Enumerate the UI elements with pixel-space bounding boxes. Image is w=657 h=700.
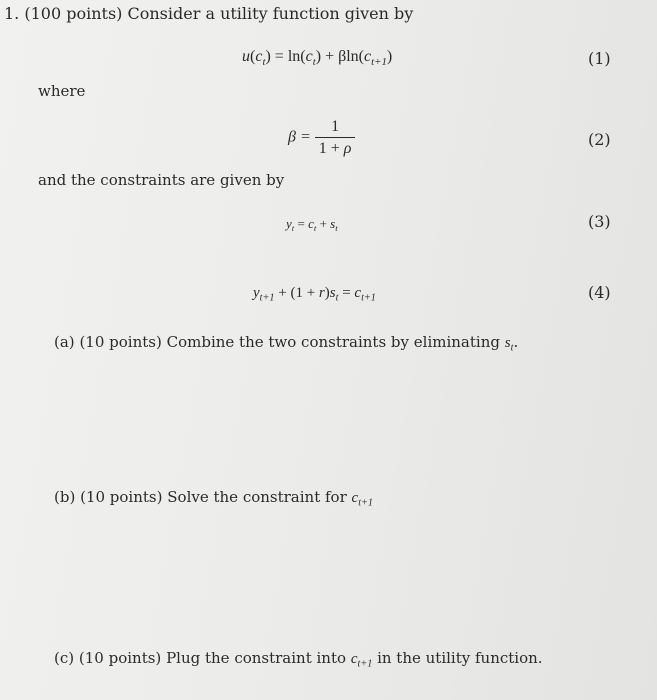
equation-1: $u(c_t) = \ln(c_t) + \beta\ln(c_{t+1})$ xyxy=(242,48,393,68)
part-a-text: Combine the two constraints by eliminating xyxy=(166,333,500,351)
part-a: (a) (10 points) Combine the two constraints by eliminating $s_t$. xyxy=(54,333,519,354)
part-c-text-after: in the utility function. xyxy=(377,649,543,667)
part-c-points: (10 points) xyxy=(78,649,162,667)
part-a-points: (10 points) xyxy=(79,333,162,351)
part-b-text: Solve the constraint for xyxy=(167,488,347,506)
part-c-label: (c) xyxy=(54,649,75,667)
part-b-label: (b) xyxy=(54,488,76,506)
problem-heading xyxy=(4,4,413,23)
part-b-points: (10 points) xyxy=(80,488,163,506)
part-a-variable: $s_t$ xyxy=(504,335,514,354)
part-b-variable: $c_{t+1}$ xyxy=(351,490,374,509)
part-b xyxy=(54,488,373,507)
equation-3-number: (3) xyxy=(588,212,611,231)
part-c-variable: $c_{t+1}$ xyxy=(350,651,373,670)
equation-3: $y_t = c_t + s_t$ xyxy=(286,216,338,234)
constraints-intro-text: and the constraints are given by xyxy=(38,171,285,189)
equation-2-number: (2) xyxy=(588,130,611,149)
equation-4-number: (4) xyxy=(588,283,611,302)
problem-intro: (100 points) Consider a utility function given by xyxy=(24,4,414,23)
part-a-label: (a) xyxy=(54,333,75,351)
problem-number: 1. xyxy=(4,4,20,23)
part-c xyxy=(54,649,543,668)
part-c-text-before: Plug the constraint into xyxy=(166,649,347,667)
fraction: $\frac{1}{1 + \rho}$ xyxy=(315,118,356,158)
where-text: where xyxy=(38,82,86,100)
equation-1-number: (1) xyxy=(588,49,611,68)
equation-4: $y_{t+1} + (1 + r)s_t = c_{t+1}$ xyxy=(253,285,376,304)
equation-2: β = $\frac{1}{1 + \rho}$ xyxy=(288,118,355,158)
